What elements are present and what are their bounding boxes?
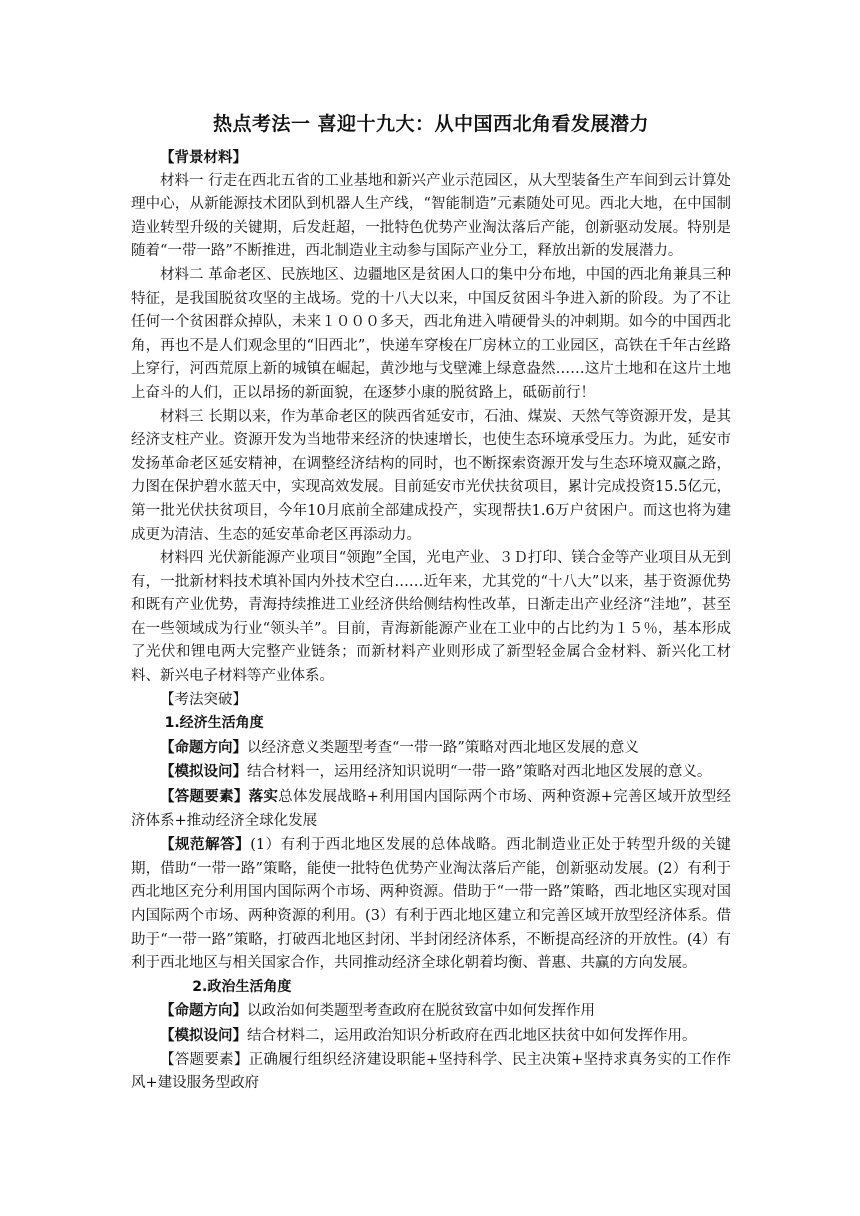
document-page (131, 110, 731, 1096)
material-text: 光伏新能源产业项目“领跑”全国，光电产业、３Ｄ打印、镁合金等产业项目从无到有，一批新材料技术填补国内外技术空白……近年来，尤其党的“十八大”以来，基于资源优势和既有产业优势，青海持续推进工业经济供给侧结构性改革，日渐走出产业经济“洼地”，甚至在一些领域成为行业“领头羊”。目前，青海新能源产业在工业中的占比约为１５％，基本形成了光伏和锂电两大完整产业链条；而新材料产业则形成了新型轻金属合金材料、新兴化工材料、新兴电子材料等产业体系。 (131, 550, 732, 685)
section-title-economics: 1.经济生活角度 (164, 715, 264, 732)
economics-direction (131, 736, 731, 761)
item-label: 【命题方向】 (160, 738, 247, 756)
item-text: 以经济意义类题型考查“一带一路”策略对西北地区发展的意义 (247, 739, 639, 756)
page-title: 热点考法一 喜迎十九大：从中国西北角看发展潜力 (212, 113, 650, 135)
economics-elements (131, 785, 731, 833)
item-label: 【模拟设问】 (160, 1026, 247, 1044)
politics-question (131, 1024, 731, 1049)
economics-question (131, 760, 731, 785)
background-heading: 【背景材料】 (160, 149, 247, 166)
material-label: 材料四 (160, 550, 204, 567)
item-label: 【答题要素】 (160, 788, 249, 806)
item-label: 【规范解答】 (160, 836, 251, 854)
item-text: 总体发展战略+利用国内国际两个市场、两种资源+完善区域开放型经济体系+推动经济全球化发展 (131, 789, 732, 829)
item-text: 以政治如何类题型考查政府在脱贫致富中如何发挥作用 (247, 1003, 595, 1020)
material-3 (131, 406, 731, 548)
politics-elements (131, 1049, 731, 1096)
item-label: 【模拟设问】 (160, 763, 247, 781)
breakthrough-heading: 【考法突破】 (160, 691, 247, 708)
item-text: 正确履行组织经济建设职能+坚持科学、民主决策+坚持求真务实的工作作风+建设服务型政府 (131, 1051, 732, 1092)
material-4 (131, 547, 731, 689)
material-label: 材料三 (160, 408, 204, 425)
material-label: 材料二 (160, 266, 204, 283)
item-label: 【命题方向】 (160, 1002, 247, 1020)
section-title-politics: 2.政治生活角度 (192, 978, 292, 995)
item-label: 【答题要素】 (160, 1051, 249, 1068)
material-text: 行走在西北五省的工业基地和新兴产业示范园区，从大型装备生产车间到云计算处理中心，从新能源技术团队到机器人生产线，“智能制造”元素随处可见。西北大地，在中国制造业转型升级的关键期，后发赶超，一批特色优势产业淘汰落后产能，创新驱动发展。特别是随着“一带一路”不断推进，西北制造业主动参与国际产业分工，释放出新的发展潜力。 (131, 172, 732, 260)
economics-answer (131, 833, 731, 976)
material-1 (131, 170, 731, 264)
material-text: 革命老区、民族地区、边疆地区是贫困人口的集中分布地，中国的西北角兼具三种特征，是我国脱贫攻坚的主战场。党的十八大以来，中国反贫困斗争进入新的阶段。为了不让任何一个贫困群众掉队，未来１０００多天，西北角进入啃硬骨头的冲刺期。如今的中国西北角，再也不是人们观念里的“旧西北”，快递车穿梭在厂房林立的工业园区，高铁在千年古丝路上穿行，河西荒原上新的城镇在崛起，黄沙地与戈壁滩上绿意盎然……这片土地和在这片土地上奋斗的人们，正以昂扬的新面貌，在逐梦小康的脱贫路上，砥砺前行！ (131, 266, 732, 401)
politics-direction (131, 999, 731, 1024)
item-bold-lead: 落实 (248, 788, 279, 806)
item-text: (1）有利于西北地区发展的总体战略。西北制造业正处于转型升级的关键期，借助“一带一路”策略，能使一批特色优势产业淘汰落后产能，创新驱动发展。(2）有利于西北地区充分利用国内国际两个市场、两种资源。借助于“一带一路”策略，西北地区实现对国内国际两个市场、两种资源的利用。(3）有利于西北地区建立和完善区域开放型经济体系。借助于“一带一路”策略，打破西北地区封闭、半封闭经济体系，不断提高经济的开放性。(4）有利于西北地区与相关国家合作，共同推动经济全球化朝着均衡、普惠、共赢的方向发展。 (131, 837, 731, 972)
item-text: 结合材料一，运用经济知识说明“一带一路”策略对西北地区发展的意义。 (247, 764, 712, 781)
material-label: 材料一 (160, 172, 204, 189)
material-2 (131, 264, 731, 406)
material-text: 长期以来，作为革命老区的陕西省延安市，石油、煤炭、天然气等资源开发，是其经济支柱产业。资源开发为当地带来经济的快速增长，也使生态环境承受压力。为此，延安市发扬革命老区延安精神，在调整经济结构的同时，也不断探索资源开发与生态环境双赢之路，力图在保护碧水蓝天中，实现高效发展。目前延安市光伏扶贫项目，累计完成投资15.5亿元，第一批光伏扶贫项目，今年10月底前全部建成投产，实现帮扶1.6万户贫困户。而这也将为建成更为清洁、生态的延安革命老区再添动力。 (131, 408, 732, 543)
item-text: 结合材料二，运用政治知识分析政府在西北地区扶贫中如何发挥作用。 (247, 1027, 697, 1044)
